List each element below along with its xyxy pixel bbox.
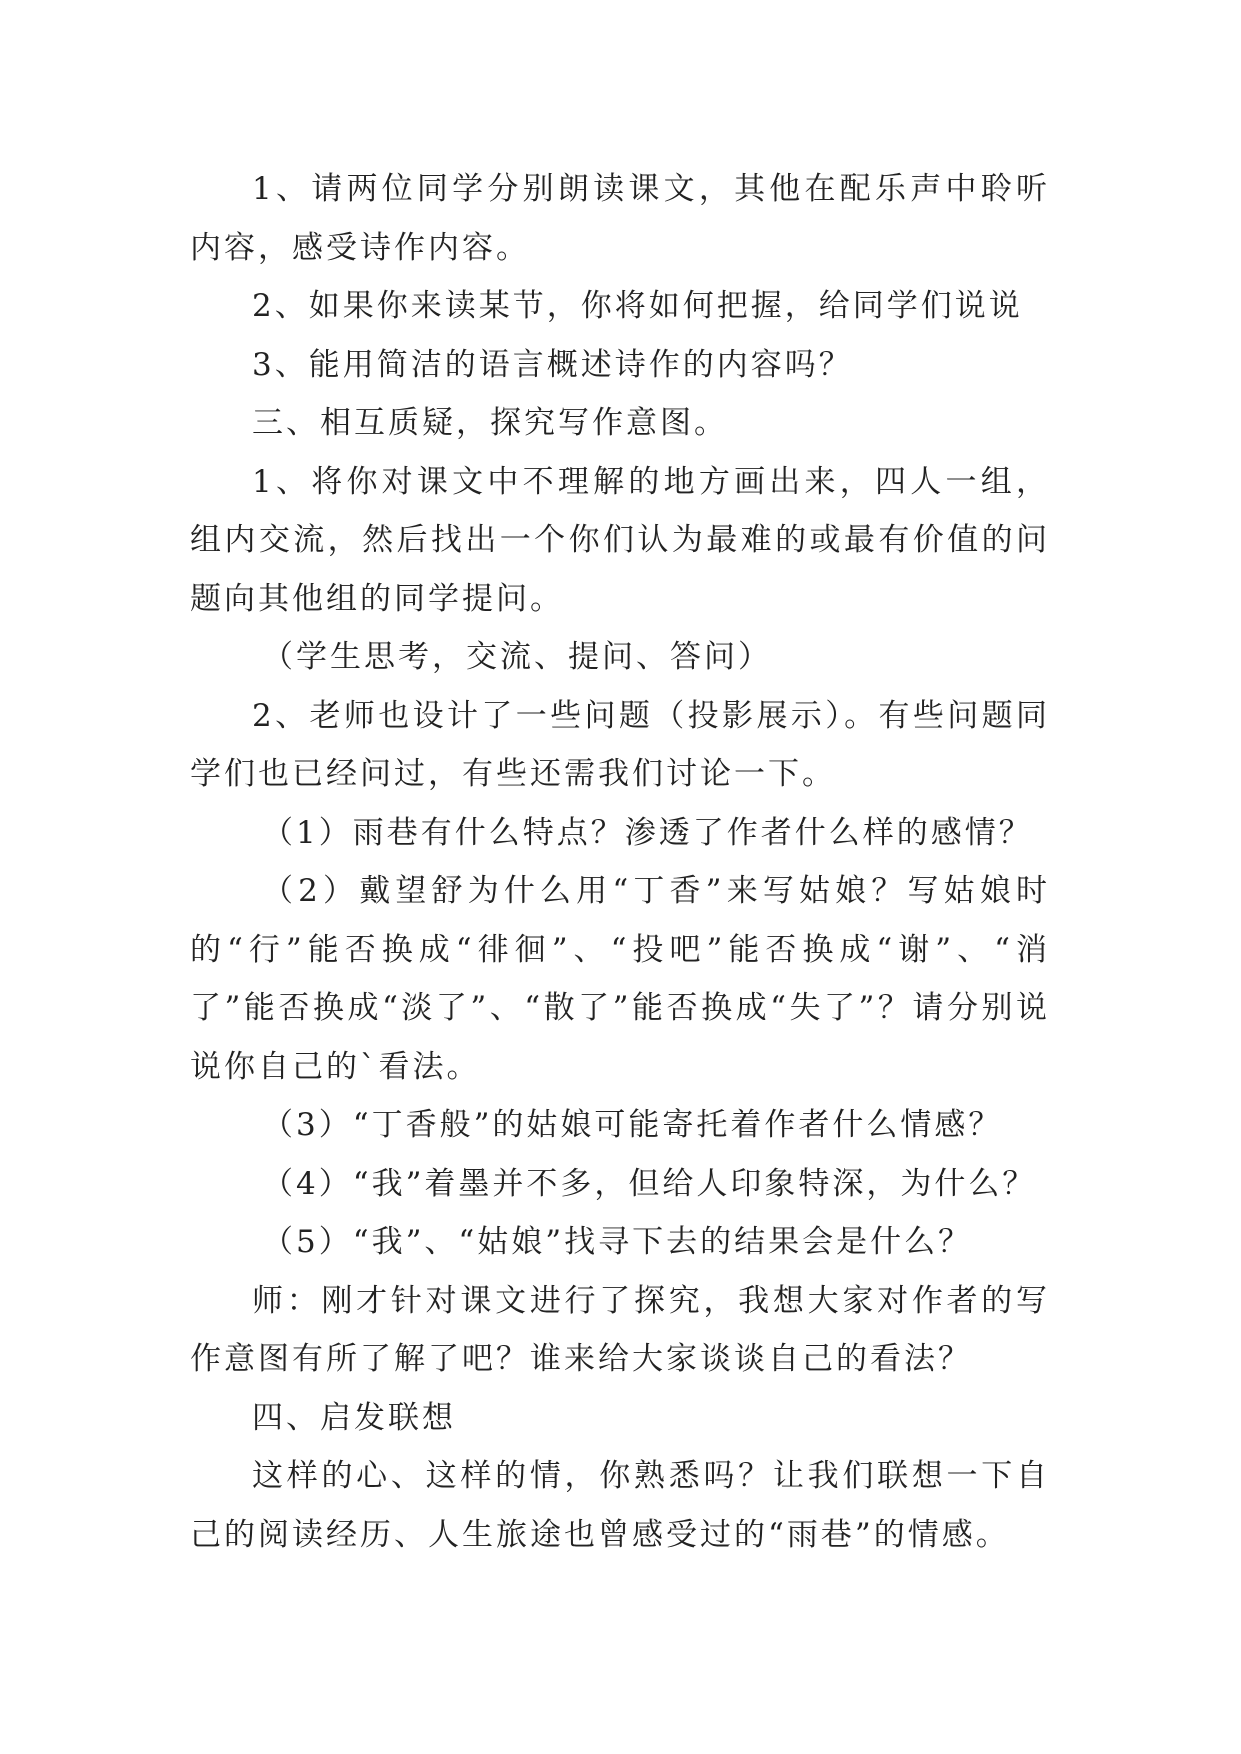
- paragraph-teacher-summary: 师：刚才针对课文进行了探究，我想大家对作者的写作意图有所了解了吧？谁来给大家谈谈自己的看法？: [190, 1282, 1050, 1377]
- document-body: [190, 160, 1050, 1564]
- paragraph-summarize: 3、能用简洁的语言概述诗作的内容吗？: [252, 346, 853, 383]
- paragraph-association: 这样的心、这样的情，你熟悉吗？让我们联想一下自己的阅读经历、人生旅途也曾感受过的“雨巷”的情感。: [190, 1458, 1050, 1553]
- paragraph-how-to-read: 2、如果你来读某节，你将如何把握，给同学们说说: [252, 288, 1023, 324]
- paragraph-group-discussion: 1、将你对课文中不理解的地方画出来，四人一组，组内交流，然后找出一个你们认为最难的或最有价值的问题向其他组的同学提问。: [190, 463, 1050, 617]
- paragraph-teacher-questions: 2、老师也设计了一些问题（投影展示）。有些问题同学们也已经问过，有些还需我们讨论一下。: [190, 697, 1050, 792]
- question-1: （1）雨巷有什么特点？渗透了作者什么样的感情？: [262, 814, 1033, 851]
- section-heading-questioning: 三、相互质疑，探究写作意图。: [252, 405, 728, 441]
- question-5: （5）“我”、“姑娘”找寻下去的结果会是什么？: [262, 1224, 973, 1260]
- paragraph-student-activity: （学生思考，交流、提问、答问）: [262, 639, 772, 675]
- question-4: （4）“我”着墨并不多，但给人印象特深，为什么？: [262, 1165, 1037, 1202]
- question-3: （3）“丁香般”的姑娘可能寄托着作者什么情感？: [262, 1107, 1003, 1143]
- section-heading-association: 四、启发联想: [252, 1399, 456, 1436]
- question-2: （2）戴望舒为什么用“丁香”来写姑娘？写姑娘时的“行”能否换成“徘徊”、“投吧”能否换成“谢”、“消了”能否换成“淡了”、“散了”能否换成“失了”？请分别说说你自己的`看法。: [190, 873, 1050, 1085]
- paragraph-reading-aloud: 1、请两位同学分别朗读课文，其他在配乐声中聆听内容，感受诗作内容。: [190, 171, 1050, 266]
